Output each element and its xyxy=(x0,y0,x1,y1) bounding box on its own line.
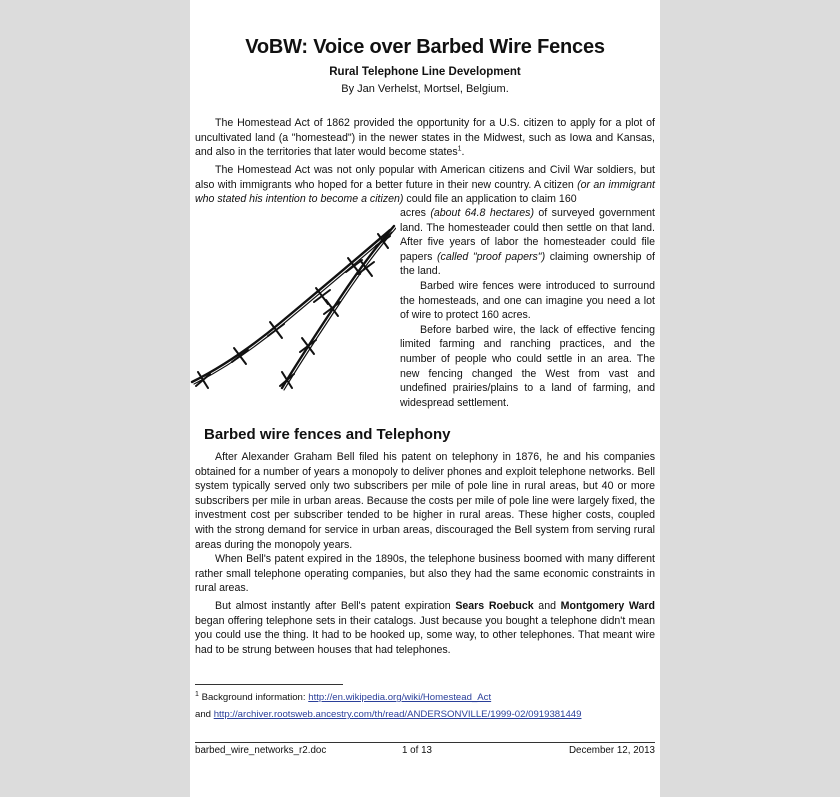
section-heading: Barbed wire fences and Telephony xyxy=(204,426,451,443)
intro-paragraph-2-continued: acres (about 64.8 hectares) of surveyed government land. The homesteader could then settle on that land. After five years of labor the homesteader could file papers (called "proof papers") claiming ownership of the land. xyxy=(400,207,655,278)
footnote-mark[interactable]: 1 xyxy=(457,145,462,153)
document-page xyxy=(190,0,660,797)
intro-paragraph-3: Barbed wire fences were introduced to surround the homesteads, and one can imagine you need a lot of wire to protect 160 acres. xyxy=(400,279,655,322)
section-paragraph-2: When Bell's patent expired in the 1890s, the telephone business boomed with many different rather small telephone operating companies, but also they had the same economic constraints in rural areas. xyxy=(195,553,655,595)
footer-filename: barbed_wire_networks_r2.doc xyxy=(195,745,327,756)
document-subtitle: Rural Telephone Line Development xyxy=(329,66,521,78)
footnote-1: $^1$ Background information: http://en.wikipedia.org/wiki/Homestead_Act xyxy=(195,690,492,703)
document-title: VoBW: Voice over Barbed Wire Fences xyxy=(245,36,605,58)
footnote-link-wikipedia[interactable]: http://en.wikipedia.org/wiki/Homestead_Act xyxy=(308,692,492,703)
barbed-wire-illustration xyxy=(190,218,396,414)
footer-separator xyxy=(195,742,655,743)
footer-page-number: 1 of 13 xyxy=(402,745,432,756)
document-author: By Jan Verhelst, Mortsel, Belgium. xyxy=(341,83,509,95)
barbed-wire-image xyxy=(190,218,396,414)
section-paragraph-3: But almost instantly after Bell's patent expiration Sears Roebuck and Montgomery Ward began offering telephone sets in their catalogs. Just because you bought a telephone didn't mean you could use the thing. It had to be hooked up, some way, to other telephones. That meant wire had to be strung between houses that had telephones. xyxy=(195,600,656,656)
footnote-1-continued: and http://archiver.rootsweb.ancestry.com/th/read/ANDERSONVILLE/1999-02/0919381449 xyxy=(195,709,582,720)
section-paragraph-1: After Alexander Graham Bell filed his patent on telephony in 1876, he and his companies obtained for a number of years a monopoly to deliver phones and exploit telephone networks. Bell system typically served only two subscribers per mile of pole line in rural areas, but 40 or more subscribers per mile in urban areas. Because the costs per mile of pole line were largely fixed, the investment cost per subscriber tended to be higher in rural areas. These higher costs, coupled with the strong demand for service in urban areas, discouraged the Bell system from serving rural areas during the monopoly years. xyxy=(195,451,655,551)
intro-paragraph-2: The Homestead Act was not only popular with American citizens and Civil War soldiers, but also with immigrants who hoped for a better future in their new country. A citizen (or an immigrant who stated his intention to become a citizen) could file an application to claim 160 xyxy=(195,164,655,206)
footnote-link-rootsweb[interactable]: http://archiver.rootsweb.ancestry.com/th/read/ANDERSONVILLE/1999-02/0919381449 xyxy=(213,709,582,720)
wrapped-text-block xyxy=(400,206,655,410)
intro-paragraph-1: The Homestead Act of 1862 provided the opportunity for a U.S. citizen to apply for a plot of uncultivated land (a "homestead") in the newer states in the Midwest, such as Iowa and Kansas, and also in the territories that later would become states$^1$. xyxy=(195,117,655,159)
footer-date: December 12, 2013 xyxy=(568,745,655,756)
intro-paragraph-4: Before barbed wire, the lack of effective fencing limited farming and ranching practices, and the number of people who could settle in an area. The new fencing changed the West from vast and undefined prairies/plains to a land of farming, and widespread settlement. xyxy=(400,323,655,409)
footnote-separator xyxy=(195,684,343,685)
